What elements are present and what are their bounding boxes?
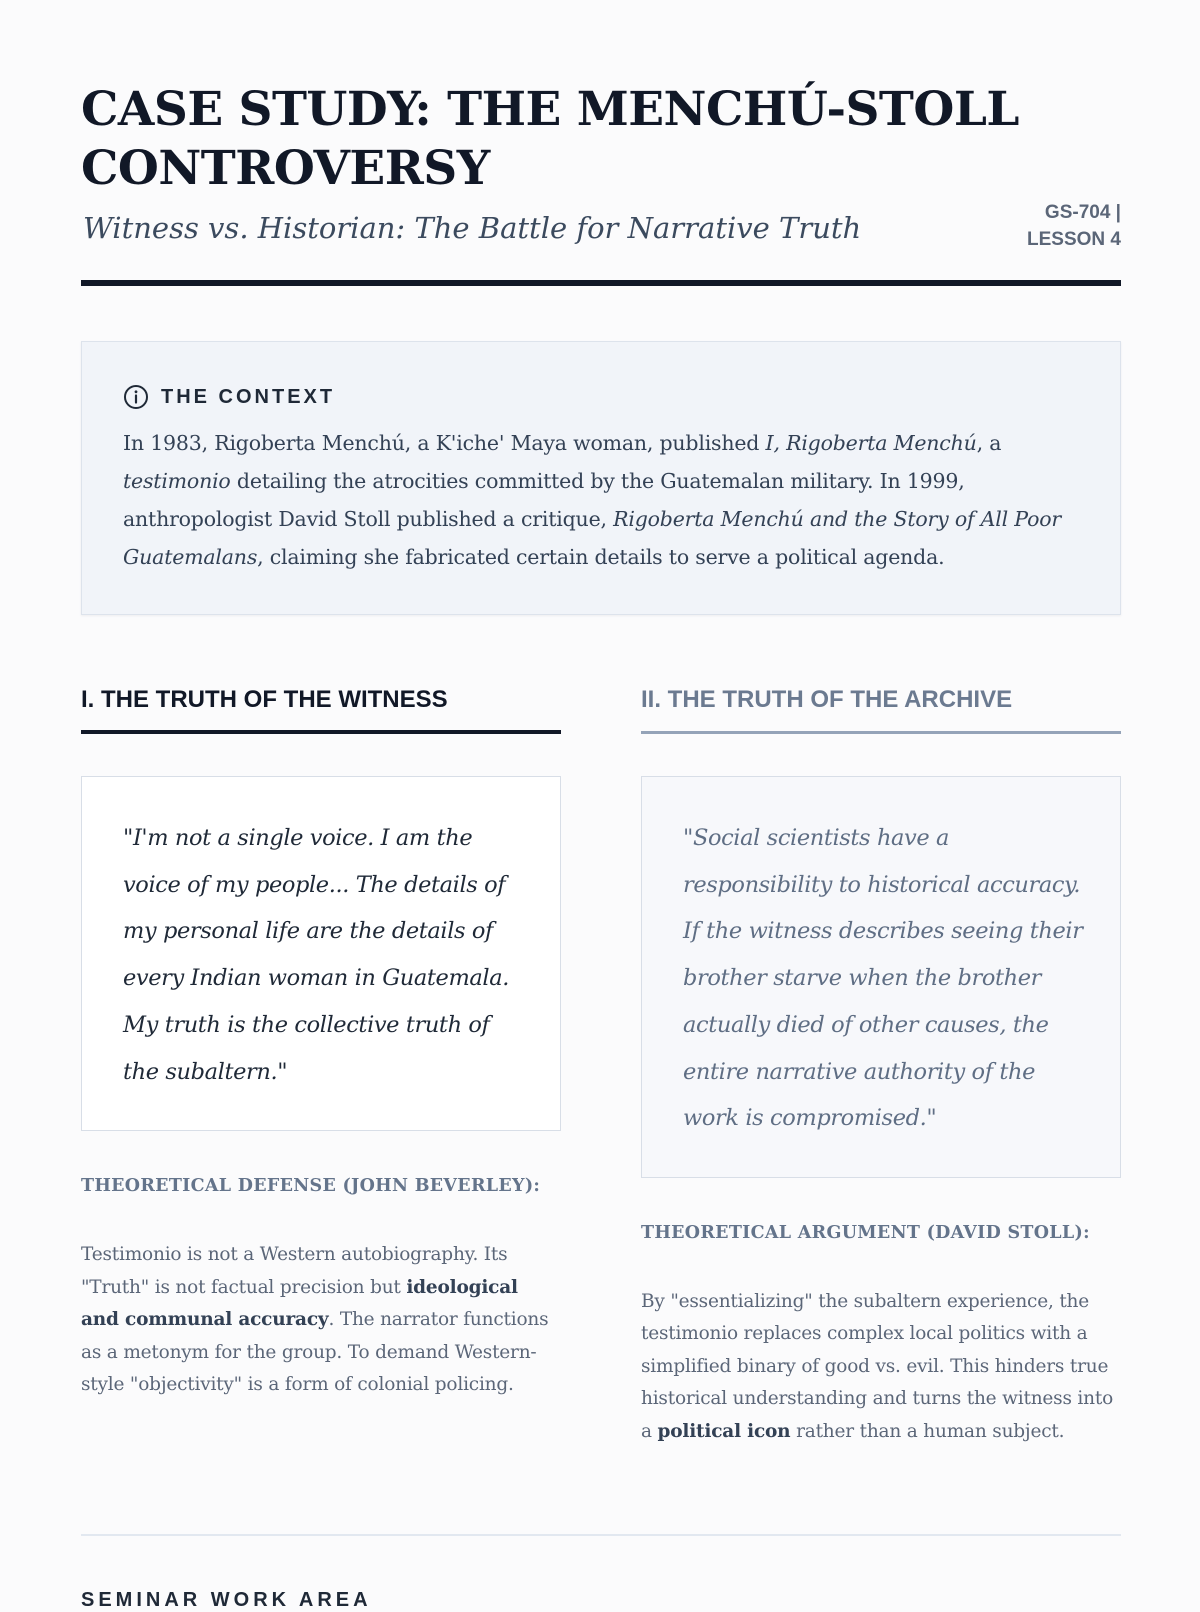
page-title: CASE STUDY: THE MENCHÚ-STOLL CONTROVERSY — [81, 82, 1019, 196]
archive-key-phrase: political icon — [657, 1420, 791, 1442]
section-divider — [81, 1534, 1121, 1536]
info-icon — [123, 384, 149, 410]
page-subtitle: Witness vs. Historian: The Battle for Narrative Truth — [83, 211, 862, 245]
witness-column — [81, 680, 561, 1402]
course-code: GS-704 | LESSON 4 — [1027, 202, 1121, 250]
archive-quote-box — [641, 776, 1121, 1178]
witness-theory-text: Testimonio is not a Western autobiography. Its "Truth" is not factual precision but ideological and communal accuracy. The narrator functions as a metonym for the group. To demand Western-style "objectivity" is a form of colonial policing. — [81, 1244, 549, 1396]
archive-theory-text: By "essentializing" the subaltern experience, the testimonio replaces complex local politics with a simplified binary of good vs. evil. This hinders true historical understanding and turns the witness into a political icon rather than a human subject. — [641, 1290, 1114, 1442]
archive-heading-rule — [641, 731, 1121, 734]
archive-heading: II. THE TRUTH OF THE ARCHIVE — [641, 686, 1013, 713]
witness-quote-box — [81, 776, 561, 1131]
book-title-stoll: Rigoberta Menchú and the Story of All Poor Guatemalans — [123, 507, 1061, 569]
witness-quote: "I'm not a single voice. I am the voice of my people... The details of my personal life are the details of every Indian woman in Guatemala. My truth is the collective truth of the subaltern." — [123, 825, 509, 1085]
book-title-menchu: I, Rigoberta Menchú — [765, 431, 977, 455]
witness-theory-label: THEORETICAL DEFENSE (JOHN BEVERLEY): — [81, 1176, 541, 1197]
seminar-work-area-heading: SEMINAR WORK AREA — [81, 1589, 372, 1611]
term-testimonio: testimonio — [123, 469, 231, 493]
header-divider — [81, 280, 1121, 286]
witness-heading: I. THE TRUTH OF THE WITNESS — [81, 686, 448, 713]
archive-quote: "Social scientists have a responsibility to historical accuracy. If the witness describes seeing their brother starve when the brother actually died of other causes, the entire narrative authority of the work is compromised." — [683, 825, 1083, 1132]
context-box — [81, 341, 1121, 615]
context-heading-label: THE CONTEXT — [161, 385, 336, 408]
witness-heading-rule — [81, 730, 561, 734]
context-heading — [123, 384, 335, 410]
witness-key-phrase: ideological and communal accuracy — [81, 1276, 518, 1331]
context-paragraph: In 1983, Rigoberta Menchú, a K'iche' Maya woman, published I, Rigoberta Menchú, a testimonio detailing the atrocities committed by the Guatemalan military. In 1999, anthropologist David Stoll published a critique, Rigoberta Menchú and the Story of All Poor Guatemalans, claiming she fabricated certain details to serve a political agenda. — [123, 431, 1061, 569]
archive-column — [641, 680, 1121, 1448]
archive-theory-label: THEORETICAL ARGUMENT (DAVID STOLL): — [641, 1222, 1090, 1243]
